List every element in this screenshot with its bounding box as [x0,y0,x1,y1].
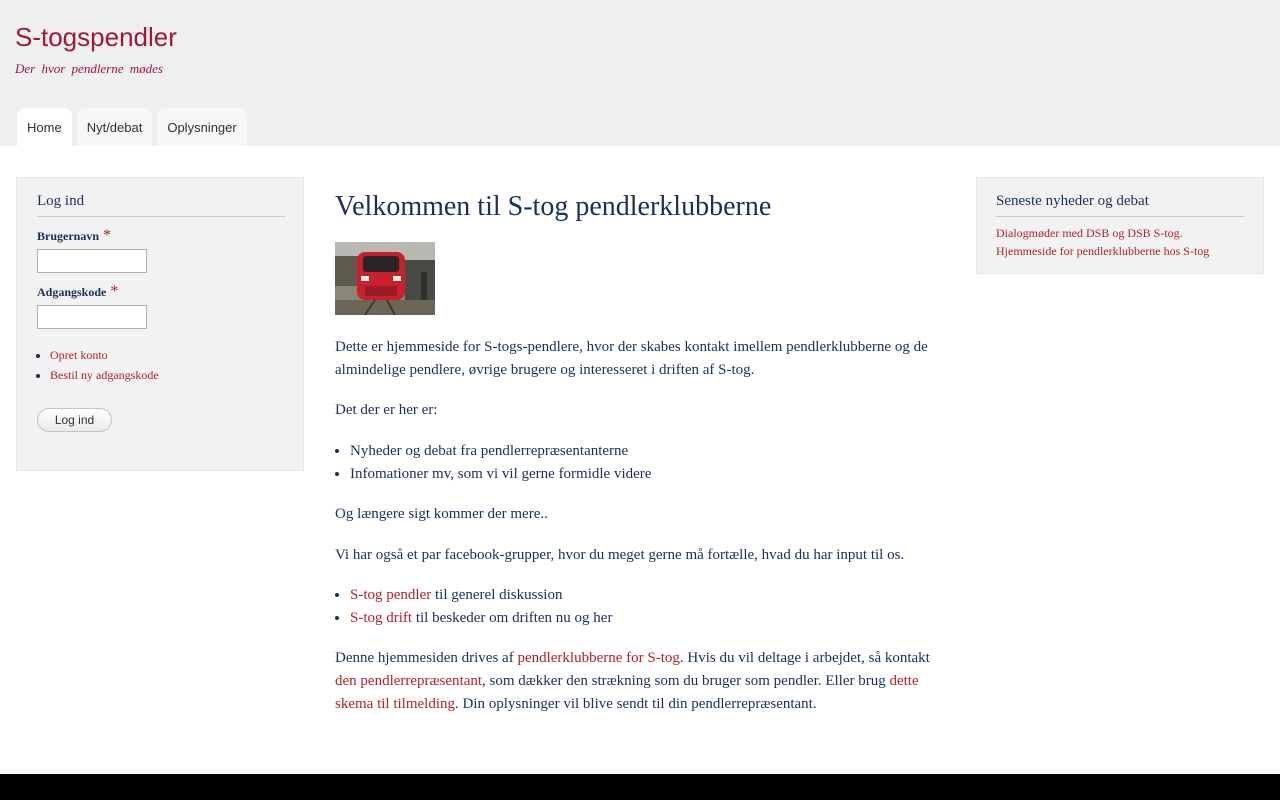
tab-nyt-debat[interactable]: Nyt/debat [77,108,153,146]
tab-home[interactable]: Home [17,108,72,146]
site-name-link[interactable]: S-togspendler [15,22,177,52]
page-title: Velkommen til S-tog pendlerklubberne [335,191,772,222]
site-footer [0,774,1280,800]
login-block-title: Log ind [37,193,285,217]
username-required-mark: * [103,227,112,244]
list-item [996,242,1244,260]
password-input[interactable] [37,305,147,329]
closing-text: . Hvis du vil deltage i arbejdet, så kontakt [679,650,930,666]
train-photo [335,242,435,315]
password-label: Adgangskode [37,285,107,299]
closing-text: . Din oplysninger vil blive sendt til din pendlerrepræsentant. [455,696,817,712]
more-paragraph: Og længere sigt kommer der mere.. [335,506,548,522]
login-button[interactable]: Log ind [37,408,112,432]
facebook-group-desc: til generel diskussion [431,587,563,603]
list-item [50,345,285,365]
facebook-group-link-pendler[interactable]: S-tog pendler [350,587,432,603]
signup-form-link[interactable]: dette skema til tilmelding [335,673,919,712]
site-header [0,0,1280,146]
create-account-link[interactable]: Opret konto [50,348,108,362]
list-item [350,584,935,607]
intro-paragraph: Dette er hjemmeside for S-togs-pendlere, hvor der skabes kontakt imellem pendlerklubberne og de almindelige pendlere, øvrige brugere og interesseret i driften af S-tog. [335,339,928,378]
news-list [996,224,1244,260]
here-heading: Det der er her er: [335,402,438,418]
main-nav-tabs [17,108,247,146]
login-block [16,177,304,471]
site-slogan: Der hvor pendlerne mødes [15,61,163,76]
list-item: • Nyheder og debat fra pendlerrepræsentanterne [350,440,935,463]
news-block-title: Seneste nyheder og debat [996,193,1244,217]
train-photo-image [335,242,435,315]
tab-oplysninger[interactable]: Oplysninger [157,108,246,146]
news-link-hjemmeside[interactable]: Hjemmeside for pendlerklubberne hos S-tog [996,244,1210,258]
list-item [350,607,935,630]
login-links [37,345,285,385]
main-content [335,190,935,716]
closing-text: , som dækker den strækning som du bruger som pendler. Eller brug [482,673,890,689]
facebook-groups-list [335,584,935,629]
closing-text: Denne hjemmesiden drives af [335,650,518,666]
news-link-dialogmoeder[interactable]: Dialogmøder med DSB og DSB S-tog. [996,226,1183,240]
facebook-group-link-drift[interactable]: S-tog drift [350,609,413,626]
pendlerrepraesentant-link[interactable]: den pendlerrepræsentant [335,673,483,689]
username-label: Brugernavn [37,229,100,243]
list-item: • Infomationer mv, som vi vil gerne formidle videre [350,463,935,486]
password-required-mark: * [110,283,119,300]
pendlerklubberne-link[interactable]: pendlerklubberne for S-tog [517,650,680,666]
closing-paragraph [335,647,935,716]
list-item [50,365,285,385]
request-password-link[interactable]: Bestil ny adgangskode [50,368,159,382]
username-input[interactable] [37,249,147,273]
here-list [335,440,935,485]
list-item [996,224,1244,242]
news-block [976,177,1264,274]
facebook-intro: Vi har også et par facebook-grupper, hvor du meget gerne må fortælle, hvad du har input til os. [335,547,905,563]
facebook-group-desc: til beskeder om driften nu og her [412,609,613,626]
